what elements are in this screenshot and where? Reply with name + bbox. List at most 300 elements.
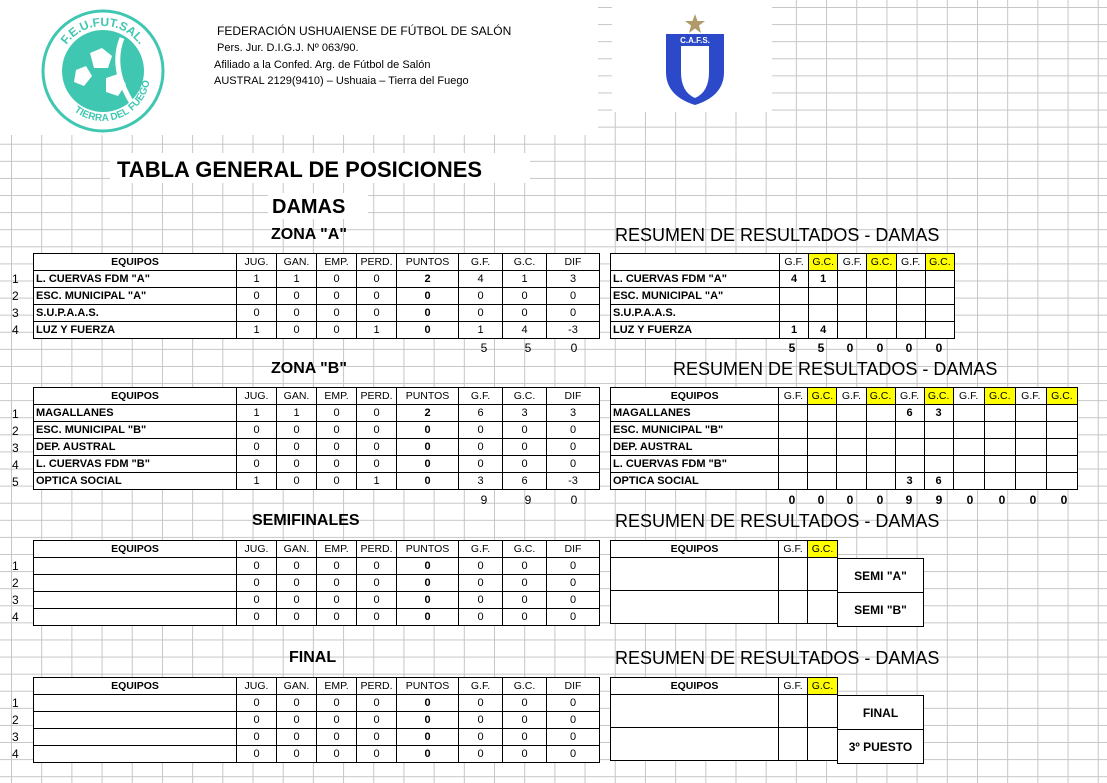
cell: 0 — [277, 609, 317, 626]
row-number: 3 — [12, 441, 19, 455]
cell — [779, 591, 808, 608]
row-number: 1 — [12, 272, 19, 286]
points-cell: 0 — [397, 305, 459, 322]
cell — [837, 473, 866, 490]
cell: 0 — [277, 712, 317, 729]
table-row — [34, 405, 600, 422]
col-header: G.C. — [808, 388, 837, 405]
final-header-row — [34, 678, 600, 695]
points-cell: 0 — [397, 746, 459, 763]
cell: 6 — [895, 405, 924, 422]
col-header: EQUIPOS — [34, 541, 237, 558]
table-row — [611, 422, 1078, 439]
row-number: 1 — [12, 407, 19, 421]
table-row — [611, 405, 1078, 422]
col-header: G.C. — [925, 254, 954, 271]
cell — [925, 271, 954, 288]
table-row — [34, 305, 600, 322]
cell: 0 — [237, 575, 277, 592]
col-header: G.C. — [503, 254, 547, 271]
points-cell: 0 — [397, 422, 459, 439]
points-cell: 2 — [397, 271, 459, 288]
cell — [808, 405, 837, 422]
cell — [779, 574, 808, 591]
resumen-semis-table — [610, 540, 838, 624]
cell: 3 — [547, 405, 600, 422]
cell — [808, 456, 837, 473]
col-header: G.C. — [1046, 388, 1077, 405]
cell: 0 — [357, 439, 397, 456]
table-row — [611, 288, 955, 305]
cell — [837, 456, 866, 473]
col-header: G.C. — [503, 541, 547, 558]
col-header: EQUIPOS — [611, 541, 779, 558]
cell — [808, 439, 837, 456]
cell — [867, 288, 896, 305]
cell — [866, 405, 895, 422]
table-row — [34, 456, 600, 473]
zona-b-table — [33, 387, 600, 490]
cell — [611, 695, 779, 712]
cell — [779, 473, 808, 490]
cell: 0 — [503, 712, 547, 729]
cell — [779, 695, 808, 712]
team-cell: L. CUERVAS FDM "B" — [34, 456, 237, 473]
team-cell: MAGALLANES — [611, 405, 779, 422]
col-header: G.F. — [779, 678, 808, 695]
cell: 0 — [357, 456, 397, 473]
table-row — [34, 609, 600, 626]
row-number: 2 — [12, 576, 19, 590]
cell: 1 — [357, 322, 397, 339]
cell: 0 — [277, 322, 317, 339]
table-row — [34, 746, 600, 763]
final-box: FINAL — [837, 695, 924, 730]
points-cell: 0 — [397, 288, 459, 305]
cell — [984, 405, 1015, 422]
cell: 6 — [503, 473, 547, 490]
cell: 0 — [503, 422, 547, 439]
col-header: G.F. — [838, 254, 867, 271]
total-dif: 0 — [570, 493, 578, 507]
cell — [779, 558, 808, 575]
col-header: PERD. — [357, 678, 397, 695]
total-cell: 5 — [817, 341, 825, 355]
col-header: EQUIPOS — [611, 678, 779, 695]
team-cell: OPTICA SOCIAL — [34, 473, 237, 490]
cell — [984, 473, 1015, 490]
cell — [925, 305, 954, 322]
cell — [779, 456, 808, 473]
cell: 0 — [317, 305, 357, 322]
resumen-title-a: RESUMEN DE RESULTADOS - DAMAS — [615, 225, 940, 245]
cell — [896, 305, 925, 322]
final-title: FINAL — [289, 649, 337, 666]
logo-top-text: F.E.U.FUT.SAL. — [57, 14, 149, 47]
total-cell: 0 — [846, 341, 854, 355]
cell: 0 — [237, 592, 277, 609]
points-cell: 0 — [397, 439, 459, 456]
cell: 0 — [357, 271, 397, 288]
cell: 4 — [503, 322, 547, 339]
table-row — [611, 305, 955, 322]
resumen-title-final: RESUMEN DE RESULTADOS - DAMAS — [615, 648, 940, 668]
team-cell — [34, 729, 237, 746]
table-row — [34, 322, 600, 339]
cell: 0 — [459, 729, 503, 746]
col-header: EQUIPOS — [34, 388, 237, 405]
cell: 0 — [237, 288, 277, 305]
cell — [779, 439, 808, 456]
cell: 0 — [317, 422, 357, 439]
cell: 0 — [503, 305, 547, 322]
logo-bottom-text: TIERRA DEL FUEGO — [72, 79, 153, 125]
total-cell: 5 — [788, 341, 796, 355]
table-row — [611, 607, 838, 624]
table-row — [611, 558, 838, 575]
cell: 4 — [459, 271, 503, 288]
cell: 0 — [317, 695, 357, 712]
cell: 0 — [547, 729, 600, 746]
table-row — [34, 439, 600, 456]
cell — [953, 422, 984, 439]
row-number: 4 — [12, 323, 19, 337]
cell: 0 — [357, 558, 397, 575]
table-row — [611, 271, 955, 288]
cell — [895, 439, 924, 456]
cell: 4 — [779, 271, 808, 288]
row-number: 1 — [12, 696, 19, 710]
row-number: 4 — [12, 610, 19, 624]
col-header: G.C. — [809, 254, 838, 271]
cell — [1015, 473, 1046, 490]
team-cell — [34, 558, 237, 575]
cell — [984, 422, 1015, 439]
cell: 1 — [503, 271, 547, 288]
team-cell: L. CUERVAS FDM "A" — [611, 271, 780, 288]
cell: 0 — [277, 473, 317, 490]
total-cell: 9 — [935, 493, 943, 507]
cell — [924, 456, 953, 473]
cell: 1 — [237, 322, 277, 339]
team-cell — [34, 712, 237, 729]
resumen-a-header-row — [611, 254, 955, 271]
col-header: JUG. — [237, 254, 277, 271]
cell — [1046, 405, 1077, 422]
cell — [838, 271, 867, 288]
row-number: 3 — [12, 306, 19, 320]
team-cell: DEP. AUSTRAL — [611, 439, 779, 456]
team-cell — [34, 746, 237, 763]
row-number: 5 — [12, 475, 19, 489]
col-header: G.F. — [896, 254, 925, 271]
cell: 0 — [547, 695, 600, 712]
points-cell: 0 — [397, 695, 459, 712]
cell — [808, 558, 838, 575]
total-gc: 9 — [524, 493, 532, 507]
table-row — [34, 729, 600, 746]
team-cell — [34, 609, 237, 626]
cell: 0 — [459, 422, 503, 439]
cell — [1046, 473, 1077, 490]
cell: 0 — [317, 473, 357, 490]
cell: 0 — [277, 439, 317, 456]
team-cell: DEP. AUSTRAL — [34, 439, 237, 456]
table-row — [34, 473, 600, 490]
cell: 0 — [357, 729, 397, 746]
cell: 0 — [237, 729, 277, 746]
cell: 0 — [547, 558, 600, 575]
col-header: DIF — [547, 678, 600, 695]
zona-a-table — [33, 253, 600, 339]
cafs-logo — [660, 12, 730, 108]
cell: 0 — [503, 609, 547, 626]
cell: 0 — [237, 439, 277, 456]
total-gc: 5 — [524, 341, 532, 355]
total-cell: 0 — [876, 341, 884, 355]
cell — [779, 607, 808, 624]
cell: 1 — [459, 322, 503, 339]
cell: 0 — [503, 558, 547, 575]
points-cell: 0 — [397, 729, 459, 746]
resumen-b-header-row — [611, 388, 1078, 405]
cell: 0 — [237, 422, 277, 439]
team-cell: ESC. MUNICIPAL "B" — [34, 422, 237, 439]
col-header: G.F. — [779, 541, 808, 558]
table-row — [34, 271, 600, 288]
cell — [808, 711, 838, 728]
zona-b-header-row — [34, 388, 600, 405]
total-cell: 0 — [935, 341, 943, 355]
cell: 0 — [459, 575, 503, 592]
cell: 0 — [459, 746, 503, 763]
cell: 0 — [503, 746, 547, 763]
col-header: G.C. — [808, 678, 838, 695]
cell — [896, 288, 925, 305]
cell — [779, 405, 808, 422]
cell: 0 — [459, 712, 503, 729]
cell: 0 — [317, 609, 357, 626]
cell: 0 — [317, 405, 357, 422]
cell: 1 — [277, 271, 317, 288]
team-cell — [34, 592, 237, 609]
total-cell: 0 — [876, 493, 884, 507]
cell — [1046, 439, 1077, 456]
col-header: G.C. — [984, 388, 1015, 405]
col-header: G.C. — [867, 254, 896, 271]
cell: 0 — [503, 288, 547, 305]
col-header: EMP. — [317, 541, 357, 558]
cell — [1046, 422, 1077, 439]
cell: 0 — [277, 422, 317, 439]
team-cell: LUZ Y FUERZA — [34, 322, 237, 339]
cell — [837, 405, 866, 422]
cell: 0 — [277, 288, 317, 305]
cell — [809, 288, 838, 305]
cell: 6 — [459, 405, 503, 422]
cell — [953, 405, 984, 422]
total-cell: 9 — [905, 493, 913, 507]
cell: 0 — [459, 288, 503, 305]
cell: 0 — [277, 592, 317, 609]
cell: 3 — [503, 405, 547, 422]
col-header: PERD. — [357, 388, 397, 405]
cell: 0 — [459, 695, 503, 712]
resumen-semis-header-row — [611, 541, 838, 558]
total-cell: 0 — [817, 493, 825, 507]
col-header: G.F. — [459, 254, 503, 271]
header-line-1: FEDERACIÓN USHUAIENSE DE FÚTBOL DE SALÓN — [217, 24, 512, 38]
cell: 0 — [317, 288, 357, 305]
cell: 0 — [459, 558, 503, 575]
cell — [867, 271, 896, 288]
total-dif: 0 — [570, 341, 578, 355]
table-row — [34, 695, 600, 712]
col-header: G.F. — [895, 388, 924, 405]
cell: 0 — [547, 575, 600, 592]
cell: 0 — [547, 288, 600, 305]
cell: 0 — [277, 456, 317, 473]
cell: 0 — [317, 592, 357, 609]
col-header: G.F. — [459, 388, 503, 405]
col-header: G.F. — [779, 388, 808, 405]
col-header: GAN. — [277, 388, 317, 405]
cell — [953, 439, 984, 456]
cell — [925, 288, 954, 305]
cell: 0 — [277, 695, 317, 712]
cell — [808, 422, 837, 439]
col-header: EQUIPOS — [34, 678, 237, 695]
col-header: G.C. — [503, 388, 547, 405]
table-row — [611, 711, 838, 728]
cell: 0 — [503, 592, 547, 609]
row-number: 3 — [12, 593, 19, 607]
row-number: 4 — [12, 458, 19, 472]
row-number: 2 — [12, 713, 19, 727]
cell — [838, 288, 867, 305]
zona-b-title: ZONA "B" — [271, 360, 347, 377]
col-header: G.C. — [808, 541, 838, 558]
feufutsal-logo — [40, 8, 166, 134]
cell — [1015, 456, 1046, 473]
cell — [779, 711, 808, 728]
points-cell: 0 — [397, 712, 459, 729]
table-row — [34, 592, 600, 609]
cell: 0 — [357, 695, 397, 712]
cell: 0 — [503, 456, 547, 473]
resumen-title-b: RESUMEN DE RESULTADOS - DAMAS — [673, 359, 998, 379]
cell — [866, 439, 895, 456]
row-number: 2 — [12, 424, 19, 438]
col-header: PUNTOS — [397, 541, 459, 558]
table-row — [611, 456, 1078, 473]
total-cell: 0 — [788, 493, 796, 507]
team-cell — [34, 695, 237, 712]
cell: 0 — [237, 746, 277, 763]
cell: 0 — [459, 456, 503, 473]
col-header: DIF — [547, 541, 600, 558]
cell: 0 — [503, 695, 547, 712]
table-row — [34, 288, 600, 305]
cell — [779, 288, 808, 305]
col-header: JUG. — [237, 541, 277, 558]
cell: 1 — [779, 322, 808, 339]
cell: 0 — [459, 592, 503, 609]
cell: 1 — [277, 405, 317, 422]
cell: 4 — [809, 322, 838, 339]
cell — [838, 322, 867, 339]
cell — [611, 591, 779, 608]
cell — [779, 422, 808, 439]
col-header: PUNTOS — [397, 388, 459, 405]
cafs-text: C.A.F.S. — [680, 36, 710, 45]
cell: 0 — [277, 305, 317, 322]
cell: 0 — [459, 305, 503, 322]
cell: 0 — [317, 322, 357, 339]
cell — [837, 439, 866, 456]
resumen-final-header-row — [611, 678, 838, 695]
cell — [1015, 439, 1046, 456]
team-cell: ESC. MUNICIPAL "A" — [34, 288, 237, 305]
cell — [866, 473, 895, 490]
total-gf: 9 — [480, 493, 488, 507]
points-cell: 0 — [397, 322, 459, 339]
cell: -3 — [547, 473, 600, 490]
points-cell: 0 — [397, 575, 459, 592]
col-header: EQUIPOS — [34, 254, 237, 271]
cell: 1 — [357, 473, 397, 490]
cell: 0 — [237, 609, 277, 626]
team-cell — [34, 575, 237, 592]
cell: 3 — [924, 405, 953, 422]
cell: 1 — [237, 473, 277, 490]
resumen-a-table — [610, 253, 955, 339]
total-cell: 0 — [966, 493, 974, 507]
team-cell: L. CUERVAS FDM "B" — [611, 456, 779, 473]
table-row — [611, 591, 838, 608]
cell — [779, 305, 808, 322]
points-cell: 2 — [397, 405, 459, 422]
row-number: 3 — [12, 730, 19, 744]
col-header: GAN. — [277, 254, 317, 271]
cell: 0 — [317, 271, 357, 288]
col-header: PERD. — [357, 254, 397, 271]
cell: 0 — [357, 405, 397, 422]
resumen-title-semis: RESUMEN DE RESULTADOS - DAMAS — [615, 511, 940, 531]
cell: 0 — [357, 288, 397, 305]
col-header: GAN. — [277, 541, 317, 558]
cell: 0 — [459, 609, 503, 626]
cell: 0 — [547, 456, 600, 473]
cell — [611, 558, 779, 575]
col-header: G.C. — [866, 388, 895, 405]
cell: 0 — [277, 746, 317, 763]
semis-table — [33, 540, 600, 626]
total-gf: 5 — [480, 341, 488, 355]
cell: 0 — [317, 575, 357, 592]
cell: 1 — [237, 271, 277, 288]
cell — [895, 422, 924, 439]
cell: 0 — [547, 422, 600, 439]
cell — [866, 422, 895, 439]
col-header: G.C. — [924, 388, 953, 405]
cell — [953, 473, 984, 490]
team-cell: S.U.P.A.A.S. — [611, 305, 780, 322]
col-header: G.C. — [503, 678, 547, 695]
cell: 0 — [317, 558, 357, 575]
cell — [953, 456, 984, 473]
table-row — [34, 558, 600, 575]
